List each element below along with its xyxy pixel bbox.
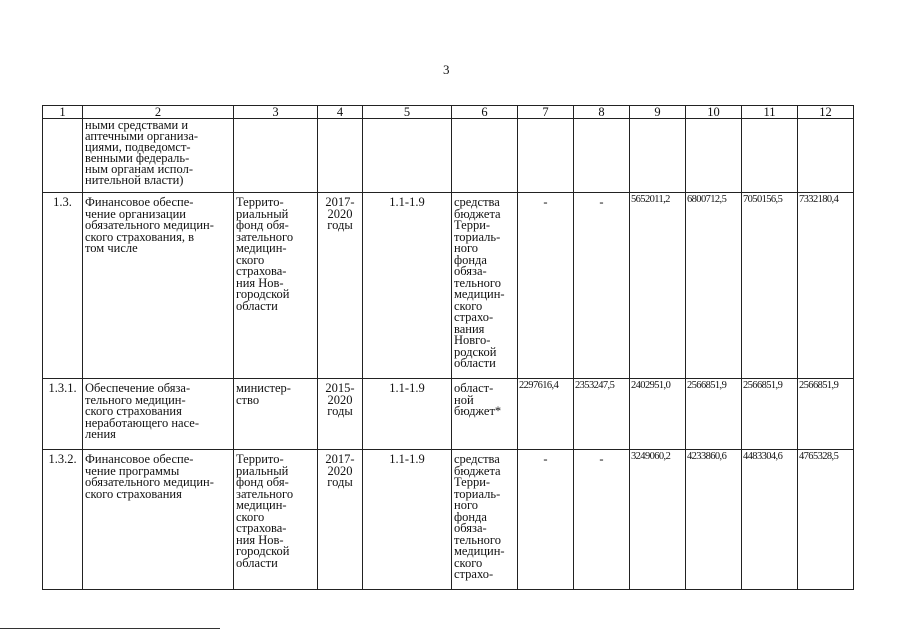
funding-source-cell: средства бюджета Терри- ториаль- ного фонда обяза- тельного медицин- ского страхо- вания Новго- родской области: [452, 193, 518, 379]
funding-source-cell: [452, 119, 518, 193]
value-cell: 3249060,2: [630, 450, 686, 590]
funding-source-cell: средства бюджета Терри- ториаль- ного фонда обяза- тельного медицин- ского страхо-: [452, 450, 518, 590]
executor-cell: Террито- риальный фонд обя- зательного медицин- ского страхова- ния Нов- городской области: [234, 193, 318, 379]
value-cell: 2353247,5: [574, 379, 630, 450]
value-cell: [686, 119, 742, 193]
header-cell: 10: [686, 106, 742, 119]
indicator-cell: 1.1-1.9: [363, 450, 452, 590]
activity-name-cell: Обеспечение обяза- тельного медицин- ского страхования неработающего насе- ления: [83, 379, 234, 450]
value-cell: 6800712,5: [686, 193, 742, 379]
header-cell: 9: [630, 106, 686, 119]
value-cell: -: [518, 193, 574, 379]
header-cell: 1: [43, 106, 83, 119]
table-row: [43, 119, 854, 193]
table-row: [43, 193, 854, 379]
page-number: 3: [443, 62, 450, 77]
indicator-cell: [363, 119, 452, 193]
period-cell: 2017- 2020 годы: [318, 193, 363, 379]
header-cell: 8: [574, 106, 630, 119]
table-row: [43, 450, 854, 590]
header-cell: 3: [234, 106, 318, 119]
value-cell: 2297616,4: [518, 379, 574, 450]
value-cell: 5652011,2: [630, 193, 686, 379]
activity-name-cell: Финансовое обеспе- чение организации обязательного медицин- ского страхования, в том числе: [83, 193, 234, 379]
value-cell: -: [518, 450, 574, 590]
header-cell: 5: [363, 106, 452, 119]
value-cell: 2566851,9: [742, 379, 798, 450]
value-cell: [574, 119, 630, 193]
indicator-cell: 1.1-1.9: [363, 193, 452, 379]
funding-source-cell: област- ной бюджет*: [452, 379, 518, 450]
table-header-row: [43, 106, 854, 119]
header-cell: 2: [83, 106, 234, 119]
value-cell: [518, 119, 574, 193]
period-cell: 2017- 2020 годы: [318, 450, 363, 590]
value-cell: 7050156,5: [742, 193, 798, 379]
value-cell: 2402951,0: [630, 379, 686, 450]
header-cell: 7: [518, 106, 574, 119]
value-cell: 4233860,6: [686, 450, 742, 590]
header-cell: 6: [452, 106, 518, 119]
row-number-cell: 1.3.2.: [43, 450, 83, 590]
header-cell: 12: [798, 106, 854, 119]
value-cell: 7332180,4: [798, 193, 854, 379]
executor-cell: Террито- риальный фонд обя- зательного медицин- ского страхова- ния Нов- городской области: [234, 450, 318, 590]
value-cell: [742, 119, 798, 193]
executor-cell: [234, 119, 318, 193]
value-cell: 4765328,5: [798, 450, 854, 590]
value-cell: -: [574, 193, 630, 379]
value-cell: 4483304,6: [742, 450, 798, 590]
value-cell: -: [574, 450, 630, 590]
footnote-separator-line: [0, 628, 220, 629]
value-cell: [798, 119, 854, 193]
indicator-cell: 1.1-1.9: [363, 379, 452, 450]
activity-name-cell: ными средствами и аптечными организа- циями, подведомст- венными федераль- ным органам испол- нительной власти): [83, 119, 234, 193]
row-number-cell: 1.3.1.: [43, 379, 83, 450]
value-cell: 2566851,9: [798, 379, 854, 450]
period-cell: [318, 119, 363, 193]
executor-cell: министер- ство: [234, 379, 318, 450]
value-cell: [630, 119, 686, 193]
row-number-cell: [43, 119, 83, 193]
value-cell: 2566851,9: [686, 379, 742, 450]
header-cell: 4: [318, 106, 363, 119]
header-cell: 11: [742, 106, 798, 119]
program-table: [42, 105, 854, 590]
table-row: [43, 379, 854, 450]
row-number-cell: 1.3.: [43, 193, 83, 379]
activity-name-cell: Финансовое обеспе- чение программы обязательного медицин- ского страхования: [83, 450, 234, 590]
period-cell: 2015- 2020 годы: [318, 379, 363, 450]
